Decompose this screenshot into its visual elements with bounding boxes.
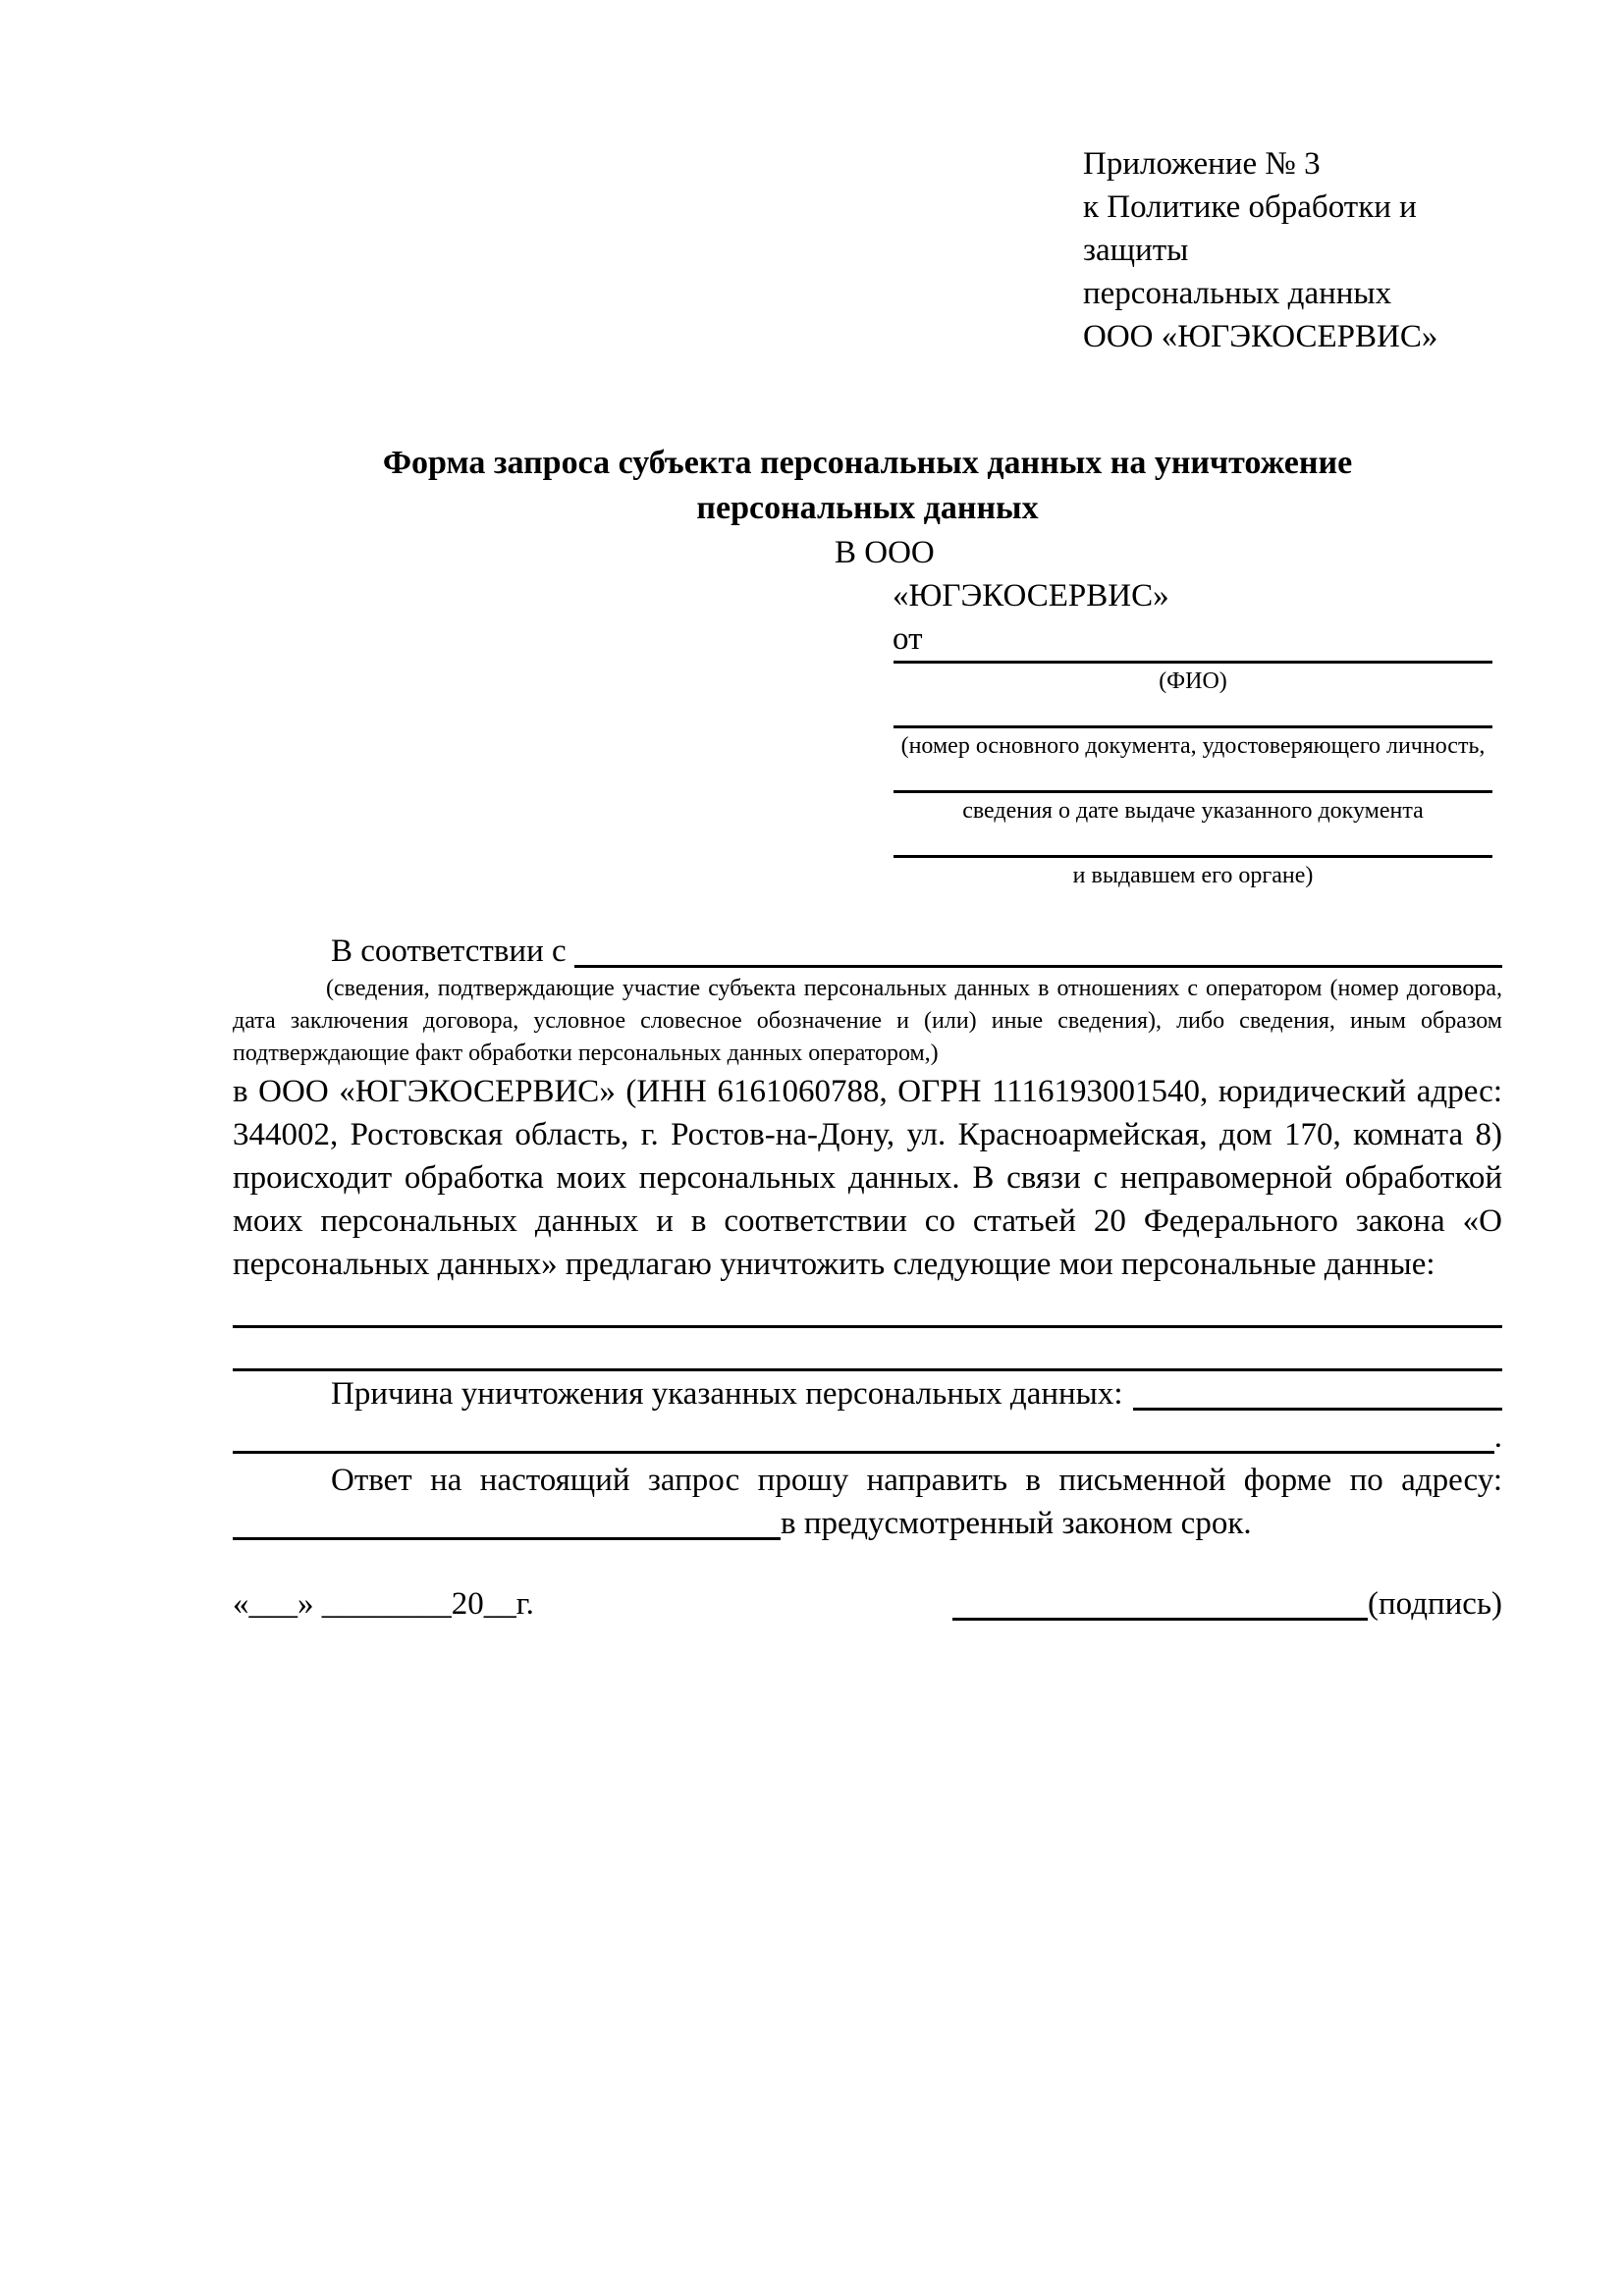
issuing-authority-field-line — [893, 855, 1492, 858]
response-sentence: Ответ на настоящий запрос прошу направить в письменной форме по адресу: — [331, 1463, 1502, 1498]
accordance-fill-line — [574, 930, 1502, 968]
appendix-line-4: ООО «ЮГЭКОСЕРВИС» — [1083, 319, 1438, 354]
response-suffix: в предусмотренный законом срок. — [781, 1506, 1252, 1541]
signature-line — [952, 1582, 1368, 1621]
reason-period: . — [1493, 1419, 1502, 1455]
response-address-row — [233, 1502, 1502, 1545]
date-field: «___» ________20__г. — [233, 1586, 534, 1622]
document-content — [233, 142, 1502, 1626]
body-paragraph: в ООО «ЮГЭКОСЕРВИС» (ИНН 6161060788, ОГРН 1116193001540, юридический адрес: 344002, Ростовская область, г. Ростов-на-Дону, ул. Красноармейская, дом 170, комната 8) происходит обработка моих персональных данных. В связи с неправомерной обработкой моих персональных данных и в соответствии со статьей 20 Федерального закона «О персональных данных» предлагаю уничтожить следующие мои персональные данные: — [233, 1074, 1502, 1282]
response-address-line — [233, 1502, 781, 1540]
document-number-field-line — [893, 725, 1492, 728]
document-title — [233, 441, 1502, 531]
data-blank-row-2 — [233, 1329, 1502, 1372]
reason-fill-line — [1133, 1372, 1502, 1411]
signature-caption: (подпись) — [1368, 1586, 1502, 1622]
issuing-authority-field-caption: и выдавшем его органе) — [1072, 863, 1314, 888]
issue-date-field — [893, 790, 1492, 826]
addressee-org-name: «ЮГЭКОСЕРВИС» — [893, 578, 1169, 614]
reason-close-line — [233, 1415, 1494, 1454]
signature-row — [233, 1582, 1502, 1626]
addressee-block — [233, 531, 1502, 661]
document-number-field-caption: (номер основного документа, удостоверяющего личность, — [900, 733, 1486, 759]
issue-date-field-caption: сведения о дате выдаче указанного документа — [962, 798, 1424, 824]
accordance-row — [233, 930, 1502, 973]
signature-group — [952, 1582, 1502, 1626]
addressee-from: от — [893, 621, 923, 657]
appendix-header — [1083, 142, 1502, 358]
accordance-note: (сведения, подтверждающие участие субъекта персональных данных в отношениях с оператором (номер договора, дата заключения договора, условное словесное обозначение и (или) иные сведения), либо сведения, иным образом подтверждающие факт обработки персональных данных оператором,) — [233, 976, 1502, 1066]
fio-field-line — [893, 661, 1492, 664]
reason-label: Причина уничтожения указанных персональных данных: — [331, 1376, 1123, 1412]
data-blank-line-2 — [233, 1329, 1502, 1371]
issue-date-field-line — [893, 790, 1492, 793]
appendix-line-2: к Политике обработки и защиты — [1083, 189, 1417, 268]
data-blank-line-1 — [233, 1286, 1502, 1328]
accordance-lead: В соответствии с — [331, 934, 567, 969]
reason-row — [233, 1372, 1502, 1415]
data-blank-row-1 — [233, 1286, 1502, 1329]
issuing-authority-field — [893, 855, 1492, 890]
appendix-line-1: Приложение № 3 — [1083, 146, 1321, 182]
document-title-line-2: персональных данных — [696, 490, 1039, 526]
fio-field-caption: (ФИО) — [1159, 668, 1227, 694]
reason-close-row — [233, 1415, 1502, 1459]
appendix-line-3: персональных данных — [1083, 276, 1392, 311]
fio-field — [893, 661, 1492, 696]
addressee-to: В ООО — [835, 535, 935, 570]
document-title-line-1: Форма запроса субъекта персональных данных на уничтожение — [382, 445, 1353, 481]
applicant-fields — [893, 661, 1492, 890]
document-number-field — [893, 725, 1492, 761]
